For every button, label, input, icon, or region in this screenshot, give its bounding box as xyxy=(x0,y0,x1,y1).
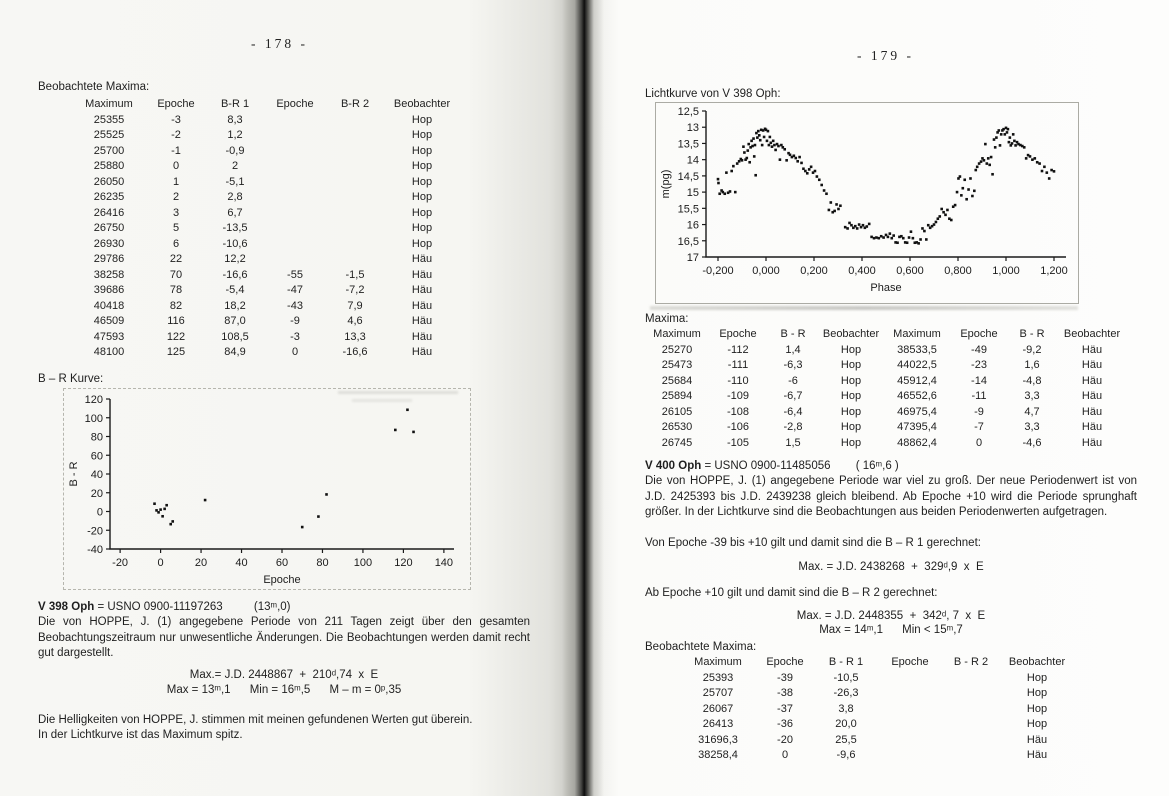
table-cell: Häu xyxy=(411,315,433,327)
svg-text:60: 60 xyxy=(275,557,289,569)
table-cell: 25355 xyxy=(93,113,125,126)
table-cell: 3,3 xyxy=(1024,390,1040,402)
table-cell: 2 xyxy=(172,191,180,203)
scan-artifact xyxy=(338,391,458,394)
table-cell xyxy=(266,221,324,237)
svg-text:-0,200: -0,200 xyxy=(702,265,734,277)
maxima-title-right: Maxima: xyxy=(645,313,689,325)
column-header: Maximum xyxy=(893,328,941,340)
br1-validity-line: Von Epoche -39 bis +10 gilt und damit sind die B – R 1 gerechnet: xyxy=(645,537,981,549)
table-cell: 25894 xyxy=(661,390,693,402)
table-cell: -3 xyxy=(171,113,181,126)
table-cell: 25,5 xyxy=(835,733,857,746)
svg-text:-20: -20 xyxy=(112,557,129,569)
table-cell: 25700 xyxy=(93,144,125,157)
table-cell: 40418 xyxy=(93,299,125,312)
column-header: Epoche xyxy=(960,328,998,340)
svg-text:12,5: 12,5 xyxy=(677,106,699,118)
table-cell: 25393 xyxy=(702,671,734,684)
svg-text:20: 20 xyxy=(90,487,103,500)
column-header: Epoche xyxy=(766,656,804,668)
table-cell: 31696,3 xyxy=(698,733,738,746)
table-cell: -26,3 xyxy=(833,687,859,699)
paragraph-v398: Die von HOPPE, J. (1) angegebene Periode von 211 Tagen zeigt über den gesamten Beobachtungszeitraum nur unwesentliche Änderungen. Die Beobachtungen werden damit recht gut dargestellt. xyxy=(38,616,530,659)
table-cell: -6,4 xyxy=(783,405,803,418)
column-header: B - R xyxy=(780,328,806,340)
svg-text:B - R: B - R xyxy=(68,461,80,487)
br2-validity-line: Ab Epoche +10 gilt und damit sind die B – R 2 gerechnet: xyxy=(645,587,938,599)
table-cell: 39686 xyxy=(93,284,125,296)
table-cell: 1,4 xyxy=(785,343,801,356)
table-cell xyxy=(324,128,386,144)
star-magnitude: (13ᵐ,0) xyxy=(253,601,291,613)
table-cell: -43 xyxy=(287,299,303,312)
table-cell: Häu xyxy=(411,268,433,281)
table-cell: -38 xyxy=(777,687,793,699)
table-cell: -7,2 xyxy=(345,284,365,296)
table-cell: Häu xyxy=(411,299,433,312)
scan-artifact xyxy=(352,399,412,402)
column-header: Beobachter xyxy=(393,98,451,110)
table-cell: 45912,4 xyxy=(897,374,937,387)
table-cell: 3,8 xyxy=(838,702,854,715)
table-cell: -16,6 xyxy=(222,268,248,281)
table-cell: Hop xyxy=(411,206,433,219)
table-cell: -109 xyxy=(726,390,750,402)
svg-text:Phase: Phase xyxy=(870,282,902,294)
table-cell xyxy=(324,221,386,237)
svg-text:0,600: 0,600 xyxy=(896,265,924,277)
table-cell: -9 xyxy=(974,405,984,418)
table-cell xyxy=(942,702,1000,718)
table-cell: 26050 xyxy=(93,175,125,188)
table-cell: -1 xyxy=(171,144,181,157)
column-header: B - R xyxy=(1019,328,1045,340)
table-cell: 6,7 xyxy=(227,206,243,219)
svg-text:13: 13 xyxy=(686,122,699,135)
table-cell: Häu xyxy=(1081,405,1103,418)
table-cell: Hop xyxy=(1026,718,1048,730)
table-cell: 18,2 xyxy=(224,299,246,312)
table-cell: Hop xyxy=(840,374,862,387)
observed-maxima-table-left xyxy=(70,97,458,361)
magnitude-range: Max = 13ᵐ,1 Min = 16ᵐ,5 M – m = 0ᵖ,35 xyxy=(166,684,402,696)
table-cell: Hop xyxy=(840,421,862,433)
table-cell: 25270 xyxy=(661,343,693,356)
table-cell: 122 xyxy=(166,330,186,343)
table-cell: 0 xyxy=(172,160,180,172)
svg-text:0,000: 0,000 xyxy=(752,265,780,277)
table-cell: -16,6 xyxy=(342,346,368,358)
table-cell: 116 xyxy=(167,315,185,327)
svg-text:m(pg): m(pg) xyxy=(660,169,672,199)
svg-text:17: 17 xyxy=(686,252,699,264)
scan-artifact xyxy=(650,306,1078,310)
svg-text:1,000: 1,000 xyxy=(992,265,1020,277)
table-cell: -1,5 xyxy=(345,268,365,281)
svg-text:0,400: 0,400 xyxy=(848,265,876,277)
star-name: V 398 Oph xyxy=(38,601,95,613)
table-cell: -55 xyxy=(287,268,303,281)
table-cell: 47593 xyxy=(93,330,125,343)
table-cell: 4,7 xyxy=(1024,405,1040,418)
table-cell: 1 xyxy=(172,175,180,188)
table-cell: Hop xyxy=(840,390,862,402)
svg-text:1,200: 1,200 xyxy=(1040,265,1068,277)
br-curve-title: B – R Kurve: xyxy=(38,373,104,385)
table-cell: Häu xyxy=(1026,733,1048,746)
table-cell: 6 xyxy=(172,237,180,250)
star-name: V 400 Oph xyxy=(645,460,702,472)
column-header: B-R 2 xyxy=(340,98,370,110)
table-cell: Hop xyxy=(840,436,862,449)
table-cell: 26745 xyxy=(661,436,693,449)
table-cell: -10,5 xyxy=(833,671,859,684)
table-cell: -6,3 xyxy=(783,359,803,371)
star-catalog-id: = USNO 0900-11197263 xyxy=(97,601,223,613)
table-cell: Hop xyxy=(1026,671,1048,684)
column-header: Maximum xyxy=(653,328,701,340)
table-cell: Häu xyxy=(1081,390,1103,402)
table-cell xyxy=(942,748,1000,764)
table-cell xyxy=(942,733,1000,749)
table-cell: Häu xyxy=(411,346,433,358)
table-cell: 48100 xyxy=(93,346,125,358)
table-cell: 26105 xyxy=(661,405,693,418)
svg-text:16: 16 xyxy=(686,219,699,232)
book-binding-shadow xyxy=(562,0,604,796)
table-cell: 0 xyxy=(291,346,299,358)
svg-text:0,800: 0,800 xyxy=(944,265,972,277)
table-cell: 25473 xyxy=(661,359,693,371)
table-cell: 46552,6 xyxy=(897,390,937,402)
table-cell: Hop xyxy=(411,144,433,157)
table-cell xyxy=(266,113,324,129)
table-cell: Hop xyxy=(1026,702,1048,715)
table-cell: 13,3 xyxy=(344,330,366,343)
table-cell: Hop xyxy=(411,160,433,172)
table-cell: Häu xyxy=(1081,436,1103,449)
table-cell: 108,5 xyxy=(221,330,249,343)
table-cell: Hop xyxy=(840,359,862,371)
table-cell: 125 xyxy=(166,346,186,358)
svg-text:Epoche: Epoche xyxy=(263,574,301,586)
svg-text:120: 120 xyxy=(394,557,413,569)
table-cell: Häu xyxy=(1081,421,1103,433)
table-cell: -5,1 xyxy=(225,175,245,188)
table-cell xyxy=(266,252,324,268)
paragraph-v400: Die von HOPPE, J. (1) angegebene Periode war viel zu groß. Der neue Periodenwert ist von J.D. 2425393 bis J.D. 2439238 gleich bleibend. Ab Epoche +10 wird die Periode sprunghaft größer. In der Lichtkurve sind die Beobachtungen aus beiden Periodenwerten aufgetragen. xyxy=(645,475,1137,518)
table-cell: 0 xyxy=(975,436,983,449)
table-cell: Häu xyxy=(1081,374,1103,387)
table-cell: 20,0 xyxy=(835,718,857,730)
table-cell: -0,9 xyxy=(225,144,245,157)
obs-maxima-title: Beobachtete Maxima: xyxy=(645,641,757,653)
svg-text:40: 40 xyxy=(235,557,248,569)
closing-line-1: Die Helligkeiten von HOPPE, J. stimmen mit meinen gefundenen Werten gut überein. xyxy=(38,714,473,726)
svg-text:15: 15 xyxy=(686,187,699,200)
table-cell xyxy=(266,190,324,206)
table-cell xyxy=(324,175,386,191)
table-cell: 8,3 xyxy=(227,113,243,126)
table-cell: 44022,5 xyxy=(897,359,937,371)
svg-text:140: 140 xyxy=(434,557,454,569)
table-cell: -112 xyxy=(727,343,749,356)
table-cell: -110 xyxy=(727,374,749,387)
table-cell: -37 xyxy=(777,702,793,715)
table-cell xyxy=(266,128,324,144)
table-cell: Hop xyxy=(411,129,433,141)
table-cell: -2,8 xyxy=(783,421,803,433)
table-cell: Häu xyxy=(1026,749,1048,761)
table-cell: 38258,4 xyxy=(698,749,738,761)
svg-text:40: 40 xyxy=(90,469,103,481)
table-cell: 26235 xyxy=(93,191,125,203)
table-cell: 48862,4 xyxy=(897,436,937,449)
maxima-section-title: Beobachtete Maxima: xyxy=(38,81,150,93)
svg-text:0: 0 xyxy=(96,506,103,519)
table-cell: -6 xyxy=(788,374,798,387)
table-cell xyxy=(942,717,1000,733)
table-cell: 3,3 xyxy=(1024,421,1040,433)
table-cell: 0 xyxy=(781,749,789,761)
star-magnitude: ( 16ᵐ,6 ) xyxy=(855,460,899,472)
svg-text:80: 80 xyxy=(90,431,103,444)
table-cell xyxy=(324,237,386,253)
table-cell: 1,5 xyxy=(785,436,801,449)
table-cell: -4,8 xyxy=(1022,374,1042,387)
table-cell xyxy=(878,686,942,702)
table-cell: -7 xyxy=(974,421,984,433)
table-cell xyxy=(266,206,324,222)
table-cell: -20 xyxy=(777,733,793,746)
table-cell: -49 xyxy=(971,343,987,356)
table-cell: Hop xyxy=(411,175,433,188)
table-cell: 38258 xyxy=(93,268,125,281)
table-cell xyxy=(878,671,942,687)
column-header: B - R 2 xyxy=(953,656,989,668)
table-cell: Häu xyxy=(411,284,433,296)
table-cell: -106 xyxy=(726,421,750,433)
table-cell: -6,7 xyxy=(783,390,803,402)
table-cell xyxy=(942,686,1000,702)
table-cell xyxy=(878,733,942,749)
column-header: Beobachter xyxy=(1008,656,1066,668)
table-cell: 29786 xyxy=(93,253,125,265)
column-header: B-R 1 xyxy=(220,98,250,110)
table-cell: 46975,4 xyxy=(897,405,937,418)
table-cell: Hop xyxy=(411,191,433,203)
table-cell xyxy=(324,190,386,206)
table-cell: 7,9 xyxy=(347,299,363,312)
table-cell: Häu xyxy=(1081,359,1103,371)
table-cell xyxy=(324,159,386,175)
table-cell: 25880 xyxy=(93,160,125,172)
star-catalog-id: = USNO 0900-11485056 xyxy=(704,460,831,472)
table-cell: 25707 xyxy=(702,687,734,699)
b-r-scatter-chart xyxy=(63,388,471,590)
table-cell: Hop xyxy=(411,113,433,126)
table-cell: 2,8 xyxy=(227,191,243,203)
svg-text:0,200: 0,200 xyxy=(800,265,828,277)
star-heading-v400 xyxy=(645,459,1137,475)
table-cell xyxy=(324,206,386,222)
chart-canvas xyxy=(64,389,470,589)
table-cell: 78 xyxy=(169,284,183,296)
svg-text:120: 120 xyxy=(84,394,103,406)
table-cell xyxy=(942,671,1000,687)
table-cell: -39 xyxy=(777,671,793,684)
table-cell: Hop xyxy=(1026,687,1048,699)
table-cell xyxy=(878,702,942,718)
table-cell xyxy=(324,113,386,129)
table-cell: 5 xyxy=(172,222,180,234)
svg-text:0: 0 xyxy=(157,557,164,569)
table-cell: 3 xyxy=(172,206,180,219)
column-header: Epoche xyxy=(157,98,195,110)
table-cell xyxy=(266,237,324,253)
table-cell xyxy=(878,748,942,764)
table-cell: Häu xyxy=(1081,343,1103,356)
table-cell: 22 xyxy=(169,253,183,265)
table-cell: -111 xyxy=(727,359,749,371)
table-cell: Häu xyxy=(411,253,433,265)
svg-text:15,5: 15,5 xyxy=(677,203,699,216)
table-cell: 26530 xyxy=(661,421,693,433)
column-header: Maximum xyxy=(694,656,742,668)
column-header: Epoche xyxy=(719,328,757,340)
table-cell: -14 xyxy=(971,374,987,387)
table-cell: 12,2 xyxy=(224,253,246,265)
table-cell xyxy=(266,144,324,160)
table-cell: -23 xyxy=(971,359,987,371)
table-cell: 70 xyxy=(169,268,183,281)
table-cell: Hop xyxy=(411,222,433,234)
chart-canvas xyxy=(656,103,1078,303)
table-cell: -4,6 xyxy=(1022,436,1042,449)
table-cell: 82 xyxy=(169,299,183,312)
elements-formula: Max.= J.D. 2448867 + 210ᵈ,74 x E xyxy=(189,669,379,681)
table-cell: 46509 xyxy=(93,315,125,327)
svg-text:14: 14 xyxy=(686,154,699,167)
table-cell: -36 xyxy=(777,718,793,730)
table-cell xyxy=(266,159,324,175)
table-cell xyxy=(878,717,942,733)
table-cell: -9,2 xyxy=(1022,343,1042,356)
lightcurve-title: Lichtkurve von V 398 Oph: xyxy=(645,88,781,100)
table-cell: 25525 xyxy=(93,129,125,141)
page-number-left: - 178 - xyxy=(251,36,308,51)
column-header: Epoche xyxy=(276,98,314,110)
table-cell: 87,0 xyxy=(224,315,246,327)
table-cell: 26067 xyxy=(702,702,734,715)
table-cell: 38533,5 xyxy=(897,343,937,356)
table-cell: 84,9 xyxy=(224,346,246,358)
table-cell: Hop xyxy=(840,405,862,418)
svg-text:-20: -20 xyxy=(87,525,103,538)
column-header: B - R 1 xyxy=(828,656,864,668)
table-cell: -10,6 xyxy=(222,237,248,250)
table-cell: -13,5 xyxy=(222,222,248,234)
table-cell: 4,6 xyxy=(347,315,363,327)
column-header: Beobachter xyxy=(822,328,880,340)
table-cell: -2 xyxy=(171,129,181,141)
table-cell: Häu xyxy=(411,330,433,343)
svg-text:13,5: 13,5 xyxy=(677,138,699,151)
table-cell xyxy=(266,175,324,191)
table-cell: -5,4 xyxy=(225,284,245,296)
table-cell: -105 xyxy=(726,436,750,449)
table-cell: 26930 xyxy=(93,237,125,250)
table-cell xyxy=(324,144,386,160)
table-cell: -47 xyxy=(287,284,303,296)
table-cell: 1,2 xyxy=(227,129,243,141)
svg-text:20: 20 xyxy=(194,557,208,569)
svg-text:60: 60 xyxy=(90,450,103,463)
svg-text:100: 100 xyxy=(353,557,373,569)
column-header: Maximum xyxy=(85,98,133,110)
table-cell xyxy=(324,252,386,268)
maxima-table-right xyxy=(645,327,1127,451)
page-number-right: - 179 - xyxy=(857,48,914,63)
elements-formula-2: Max. = J.D. 2448355 + 342ᵈ, 7 x E xyxy=(796,610,986,622)
table-cell: 1,6 xyxy=(1024,359,1040,371)
table-cell: 26416 xyxy=(93,206,125,219)
observed-maxima-table-right xyxy=(680,655,1074,764)
svg-text:80: 80 xyxy=(316,557,329,569)
column-header: Epoche xyxy=(891,656,929,668)
magnitude-range-2: Max = 14ᵐ,1 Min < 15ᵐ,7 xyxy=(819,624,963,636)
table-cell: -3 xyxy=(290,330,300,343)
table-cell: 26750 xyxy=(93,222,125,234)
svg-text:16,5: 16,5 xyxy=(677,235,699,248)
table-cell: Hop xyxy=(411,237,433,250)
table-cell: Hop xyxy=(840,343,862,356)
table-cell: 2 xyxy=(231,160,239,172)
star-heading-v398 xyxy=(38,600,530,616)
table-cell: 47395,4 xyxy=(897,421,937,433)
lightcurve-scatter-chart xyxy=(655,102,1079,304)
svg-text:14,5: 14,5 xyxy=(677,170,699,183)
table-cell: 26413 xyxy=(702,718,734,730)
table-cell: 25684 xyxy=(661,374,693,387)
column-header: Beobachter xyxy=(1063,328,1121,340)
table-cell: -108 xyxy=(726,405,750,418)
table-cell: -9 xyxy=(290,315,300,327)
elements-formula-1: Max. = J.D. 2438268 + 329ᵈ,9 x E xyxy=(798,561,984,573)
svg-text:-40: -40 xyxy=(87,544,103,556)
svg-text:100: 100 xyxy=(84,412,103,425)
closing-line-2: In der Lichtkurve ist das Maximum spitz. xyxy=(38,729,243,741)
table-cell: -9,6 xyxy=(836,749,856,761)
table-cell: -11 xyxy=(971,390,987,402)
